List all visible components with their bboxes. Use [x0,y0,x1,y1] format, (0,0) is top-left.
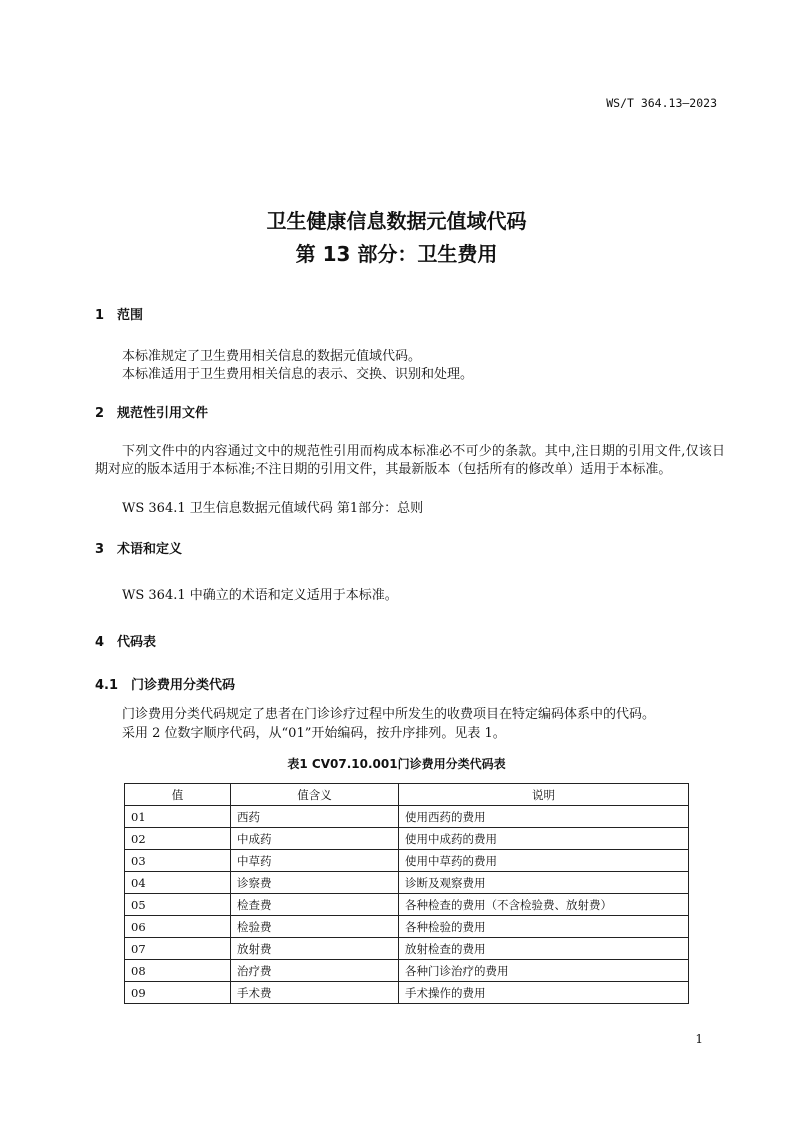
scope-paragraph-2: 本标准适用于卫生费用相关信息的表示、交换、识别和处理。 [122,367,474,382]
cell-description: 各种检验的费用 [399,916,689,938]
cell-meaning: 检验费 [231,916,399,938]
code-paragraph-1: 门诊费用分类代码规定了患者在门诊诊疗过程中所发生的收费项目在特定编码体系中的代码。 [122,707,656,722]
subsection-number: 4.1 [95,678,119,693]
column-header-meaning: 值含义 [231,784,399,806]
cell-description: 放射检查的费用 [399,938,689,960]
section-title: 规范性引用文件 [117,406,209,421]
table-row [125,850,689,872]
cell-description: 使用中草药的费用 [399,850,689,872]
cell-value: 01 [125,806,231,828]
table-caption: 表1 CV07.10.001门诊费用分类代码表 [287,757,506,771]
subsection-title: 门诊费用分类代码 [131,678,236,693]
table-row [125,916,689,938]
section-number: 4 [95,635,105,650]
cell-value: 04 [125,872,231,894]
cell-meaning: 检查费 [231,894,399,916]
section-number: 1 [95,308,105,323]
cell-description: 诊断及观察费用 [399,872,689,894]
section-heading-terms [95,538,182,557]
section-title: 代码表 [117,635,157,650]
cell-value: 02 [125,828,231,850]
section-heading-normative [95,402,208,421]
cell-value: 06 [125,916,231,938]
table-row [125,828,689,850]
table-row [125,872,689,894]
section-heading-scope [95,304,143,323]
scope-paragraph-1: 本标准规定了卫生费用相关信息的数据元值域代码。 [122,349,422,364]
table-row [125,938,689,960]
code-table [124,783,689,1004]
section-number: 2 [95,406,105,421]
cell-meaning: 放射费 [231,938,399,960]
section-heading-code-tables [95,631,156,650]
cell-value: 07 [125,938,231,960]
cell-description: 各种门诊治疗的费用 [399,960,689,982]
cell-meaning: 西药 [231,806,399,828]
section-title: 术语和定义 [117,542,183,557]
column-header-value: 值 [125,784,231,806]
section-number: 3 [95,542,105,557]
normative-paragraph: 下列文件中的内容通过文中的规范性引用而构成本标准必不可少的条款。其中,注日期的引用文件,仅该日期对应的版本适用于本标准;不注日期的引用文件，其最新版本（包括所有的修改单）适用于本标准。 [95,444,725,477]
cell-meaning: 手术费 [231,982,399,1004]
normative-reference: WS 364.1 卫生信息数据元值域代码 第1部分：总则 [122,501,424,516]
document-subtitle: 第 13 部分：卫生费用 [295,242,498,266]
cell-meaning: 中草药 [231,850,399,872]
table-row [125,960,689,982]
cell-value: 09 [125,982,231,1004]
subsection-heading-outpatient-codes [95,674,235,693]
terms-paragraph: WS 364.1 中确立的术语和定义适用于本标准。 [122,588,398,603]
cell-meaning: 诊察费 [231,872,399,894]
section-title: 范围 [117,308,144,323]
code-paragraph-2: 采用 2 位数字顺序代码，从“01”开始编码，按升序排列。见表 1。 [122,726,506,741]
cell-value: 08 [125,960,231,982]
cell-value: 03 [125,850,231,872]
table-row [125,982,689,1004]
standard-code: WS/T 364.13—2023 [606,96,717,110]
table-row [125,806,689,828]
table-row [125,894,689,916]
cell-description: 手术操作的费用 [399,982,689,1004]
cell-value: 05 [125,894,231,916]
cell-description: 使用西药的费用 [399,806,689,828]
table-header-row [125,784,689,806]
document-title: 卫生健康信息数据元值域代码 [266,209,527,233]
page-number: 1 [695,1032,703,1046]
column-header-description: 说明 [399,784,689,806]
cell-description: 使用中成药的费用 [399,828,689,850]
cell-meaning: 中成药 [231,828,399,850]
cell-meaning: 治疗费 [231,960,399,982]
cell-description: 各种检查的费用（不含检验费、放射费） [399,894,689,916]
